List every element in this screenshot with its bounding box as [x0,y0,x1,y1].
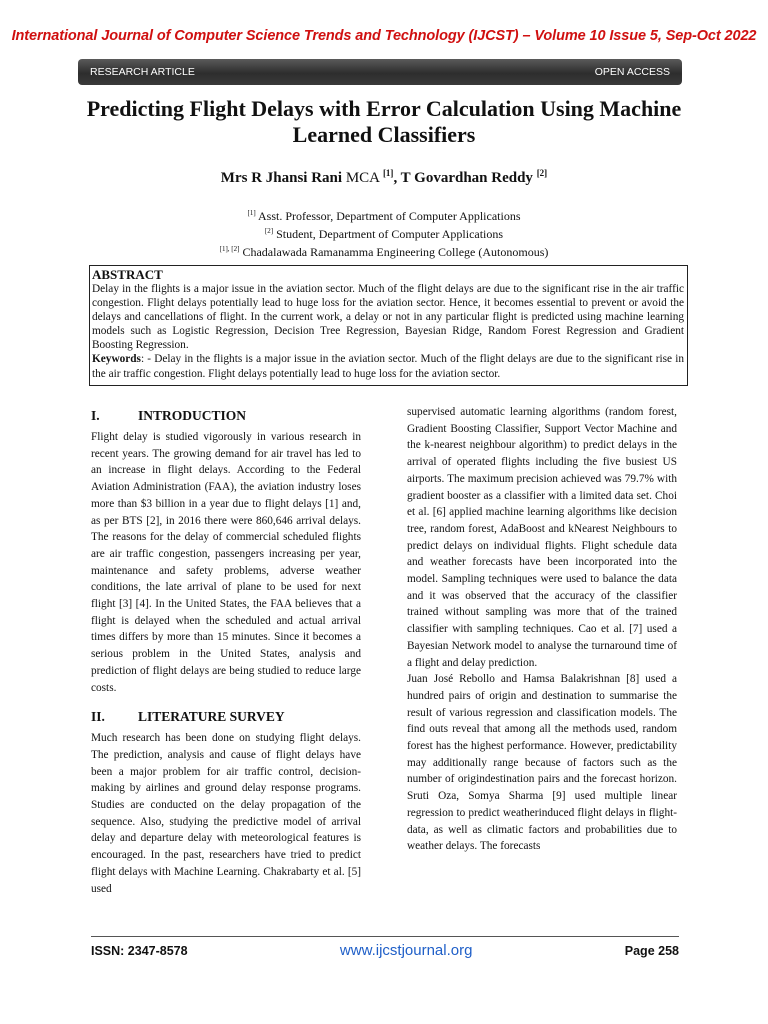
keywords-text: : - Delay in the flights is a major issue in the aviation sector. Much of the flight delays are due to the significant rise in the air traffic congestion. Flight delays potentially lead to huge loss for the aviation sector. [92,353,684,380]
author-1-ref: [1] [382,168,394,178]
author-2-ref: [2] [536,168,548,178]
page-footer [91,942,679,959]
author-1-degree: MCA [342,170,383,186]
section-heading-introduction [91,408,361,424]
keywords [92,352,684,380]
literature-survey-body: Much research has been done on studying flight delays. The prediction, analysis and cause of flight delays have been a major problem for air traffic control, decision-making by airlines and ground delay response programs. Studies are conducted on the delay propagation of the sequence. Also, studying the predictive model of arrival delay and departure delay with meteorological features is encouraged. In the past, researchers have tried to predict flight delays with Machine Learning. Chakrabarty et al. [5] used [91,732,361,895]
literature-survey-paragraph: Juan José Rebollo and Hamsa Balakrishnan [8] used a hundred pairs of origin and destination to summarise the result of various regression and classification models. The find outs reveal that among all the methods used, random forest has the highest performance. However, predictability may additionally range because of factors such as the number of origindestination pairs and the forecast horizon. Sruti Oza, Somya Sharma [9] used multiple linear regression to predict weatherinduced flight delays in flight-data, as well as climatic factors and probabilities due to weather delays. The forecasts [407,673,677,853]
affiliation-ref: [2] [264,227,274,235]
author-separator: , [393,170,401,186]
issn-label: ISSN: 2347-8578 [91,943,188,958]
section-title: LITERATURE SURVEY [138,709,285,725]
paper-title: Predicting Flight Delays with Error Calculation Using Machine Learned Classifiers [86,96,682,147]
section-heading-literature-survey [91,709,361,725]
affiliation-text: Student, Department of Computer Applications [273,227,504,241]
affiliation-line [0,242,768,260]
open-access-label: OPEN ACCESS [594,66,670,78]
affiliation-text: Asst. Professor, Department of Computer Applications [255,209,521,223]
left-column [91,404,361,897]
page-number: Page 258 [624,943,679,958]
literature-survey-continued: supervised automatic learning algorithms (random forest, Gradient Boosting Classifier, Support Vector Machine and the k-nearest neighbour algorithm) to predict delays in the arrival of operated flights including the five busiest US airports. The maximum precision achieved was 79.7% with gradient booster as a classifier with a limited data set. Choi et al. [6] applied machine learning algorithms like decision tree, random forest, AdaBoost and kNearest Neighbours to predict delays on individual flights. Flight schedule data and weather forecasts have been incorporated into the model. Sampling techniques were used to balance the data and it was observed that the accuracy of the classifier trained without sampling was more that of the trained classifier with sampling techniques. Cao et al. [7] used a Bayesian Network model to analyse the turnaround time of a flight and delay prediction. [407,406,677,669]
article-banner [78,59,682,85]
journal-website-link[interactable]: www.ijcstjournal.org [339,942,473,959]
abstract-heading: ABSTRACT [92,267,163,282]
journal-header: International Journal of Computer Science Trends and Technology (IJCST) – Volume 10 Issue 5, Sep-Oct 2022 [11,28,757,44]
affiliation-text: Chadalawada Ramanamma Engineering College (Autonomous) [239,245,549,259]
affiliation-ref: [1] [247,209,256,217]
abstract-box [89,265,688,386]
author-1-name: Mrs R Jhansi Rani [220,170,343,186]
affiliation-line [0,224,768,242]
article-type-label: RESEARCH ARTICLE [90,66,195,78]
section-number: II. [91,709,105,725]
author-line [0,168,768,187]
abstract-text: Delay in the flights is a major issue in the aviation sector. Much of the flight delays are due to the significant rise in the air traffic congestion. Flight delays potentially lead to huge loss for the aviation sector. Hence, it becomes essential to prevent or avoid the delays and cancellations of flight. In the current work, a delay or not in any particular flight is predicted using machine learning models such as Logistic Regression, Decision Tree Regression, Bayesian Ridge, Random Forest Regression and Gradient Boosting Regression. [92,283,684,352]
keywords-label: Keywords [92,353,141,366]
section-title: INTRODUCTION [138,408,247,423]
affiliation-line [0,206,768,224]
footer-divider [91,936,679,937]
right-column [407,404,677,855]
section-number: I. [91,408,100,423]
affiliation-ref: [1], [2] [219,245,240,253]
introduction-body: Flight delay is studied vigorously in various research in recent years. The growing demand for air travel has led to an increase in flight delays. According to the Federal Aviation Administration (FAA), the aviation industry loses more than $3 billion in a year due to flight delays [1] and, as per BTS [2], in 2016 there were 860,646 arrival delays. The reasons for the delay of commercial scheduled flights are air traffic congestion, passengers increasing per year, maintenance and safety problems, adverse weather conditions, the late arrival of plane to be used for next flight [3] [4]. In the United States, the FAA believes that a flight is delayed when the scheduled and actual arrival times differs by more than 15 minutes. Since it becomes a serious problem in the United States, analysis and prediction of flight delays are being studied to reduce large costs. [91,431,361,694]
affiliations [0,206,768,260]
author-2-name: T Govardhan Reddy [400,170,537,186]
